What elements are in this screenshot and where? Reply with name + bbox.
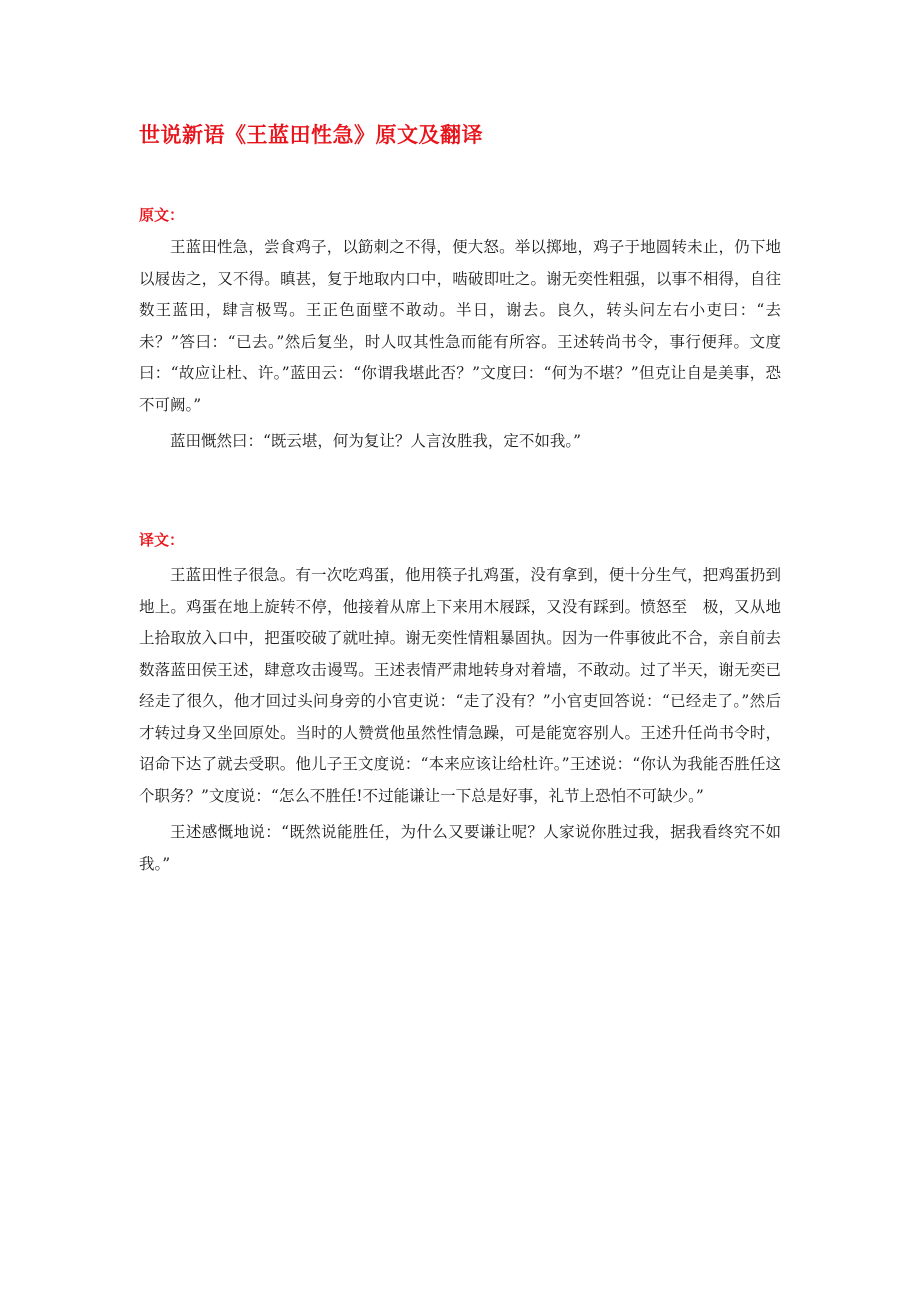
original-paragraph-2: 蓝田慨然曰：“既云堪，何为复让？人言汝胜我，定不如我。”	[170, 432, 582, 450]
translation-heading: 译文：	[139, 531, 185, 549]
original-text-heading: 原文：	[139, 206, 185, 224]
translation-body	[139, 560, 781, 880]
document-title: 世说新语《王蓝田性急》原文及翻译	[139, 122, 483, 147]
translation-paragraph-1: 王蓝田性子很急。有一次吃鸡蛋，他用筷子扎鸡蛋，没有拿到，便十分生气，把鸡蛋扔到地上。鸡蛋在地上旋转不停，他接着从席上下来用木屐踩，又没有踩到。愤怒至 极，又从地上拾取放入口中，把蛋咬破了就吐掉。谢无奕性情粗暴固执。因为一件事彼此不合，亲自前去数落蓝田侯王述，肆意攻击谩骂。王述表情严肃地转身对着墙，不敢动。过了半天，谢无奕已经走了很久，他才回过头问身旁的小官吏说：“走了没有？”小官吏回答说：“已经走了。”然后才转过身又坐回原处。当时的人赞赏他虽然性情急躁，可是能宽容别人。王述升任尚书令时，诏命下达了就去受职。他儿子王文度说：“本来应该让给杜许。”王述说：“你认为我能否胜任这个职务？”文度说：“怎么不胜任!不过能谦让一下总是好事，礼节上恐怕不可缺少。”	[139, 566, 781, 805]
original-text-body	[139, 232, 781, 458]
translation-paragraph-2: 王述感慨地说：“既然说能胜任，为什么又要谦让呢？人家说你胜过我，据我看终究不如我。”	[139, 823, 781, 873]
original-paragraph-1: 王蓝田性急，尝食鸡子，以筯刺之不得，便大怒。举以掷地，鸡子于地圆转未止，仍下地以屐齿之，又不得。瞋甚，复于地取内口中，啮破即吐之。谢无奕性粗强，以事不相得，自往数王蓝田，肆言极骂。王正色面壁不敢动。半日，谢去。良久，转头问左右小吏曰：“去未？”答曰：“已去。”然后复坐，时人叹其性急而能有所容。王述转尚书令，事行便拜。文度曰：“故应让杜、许。”蓝田云：“你谓我堪此否？”文度曰：“何为不堪？”但克让自是美事，恐不可阙。”	[139, 238, 781, 414]
